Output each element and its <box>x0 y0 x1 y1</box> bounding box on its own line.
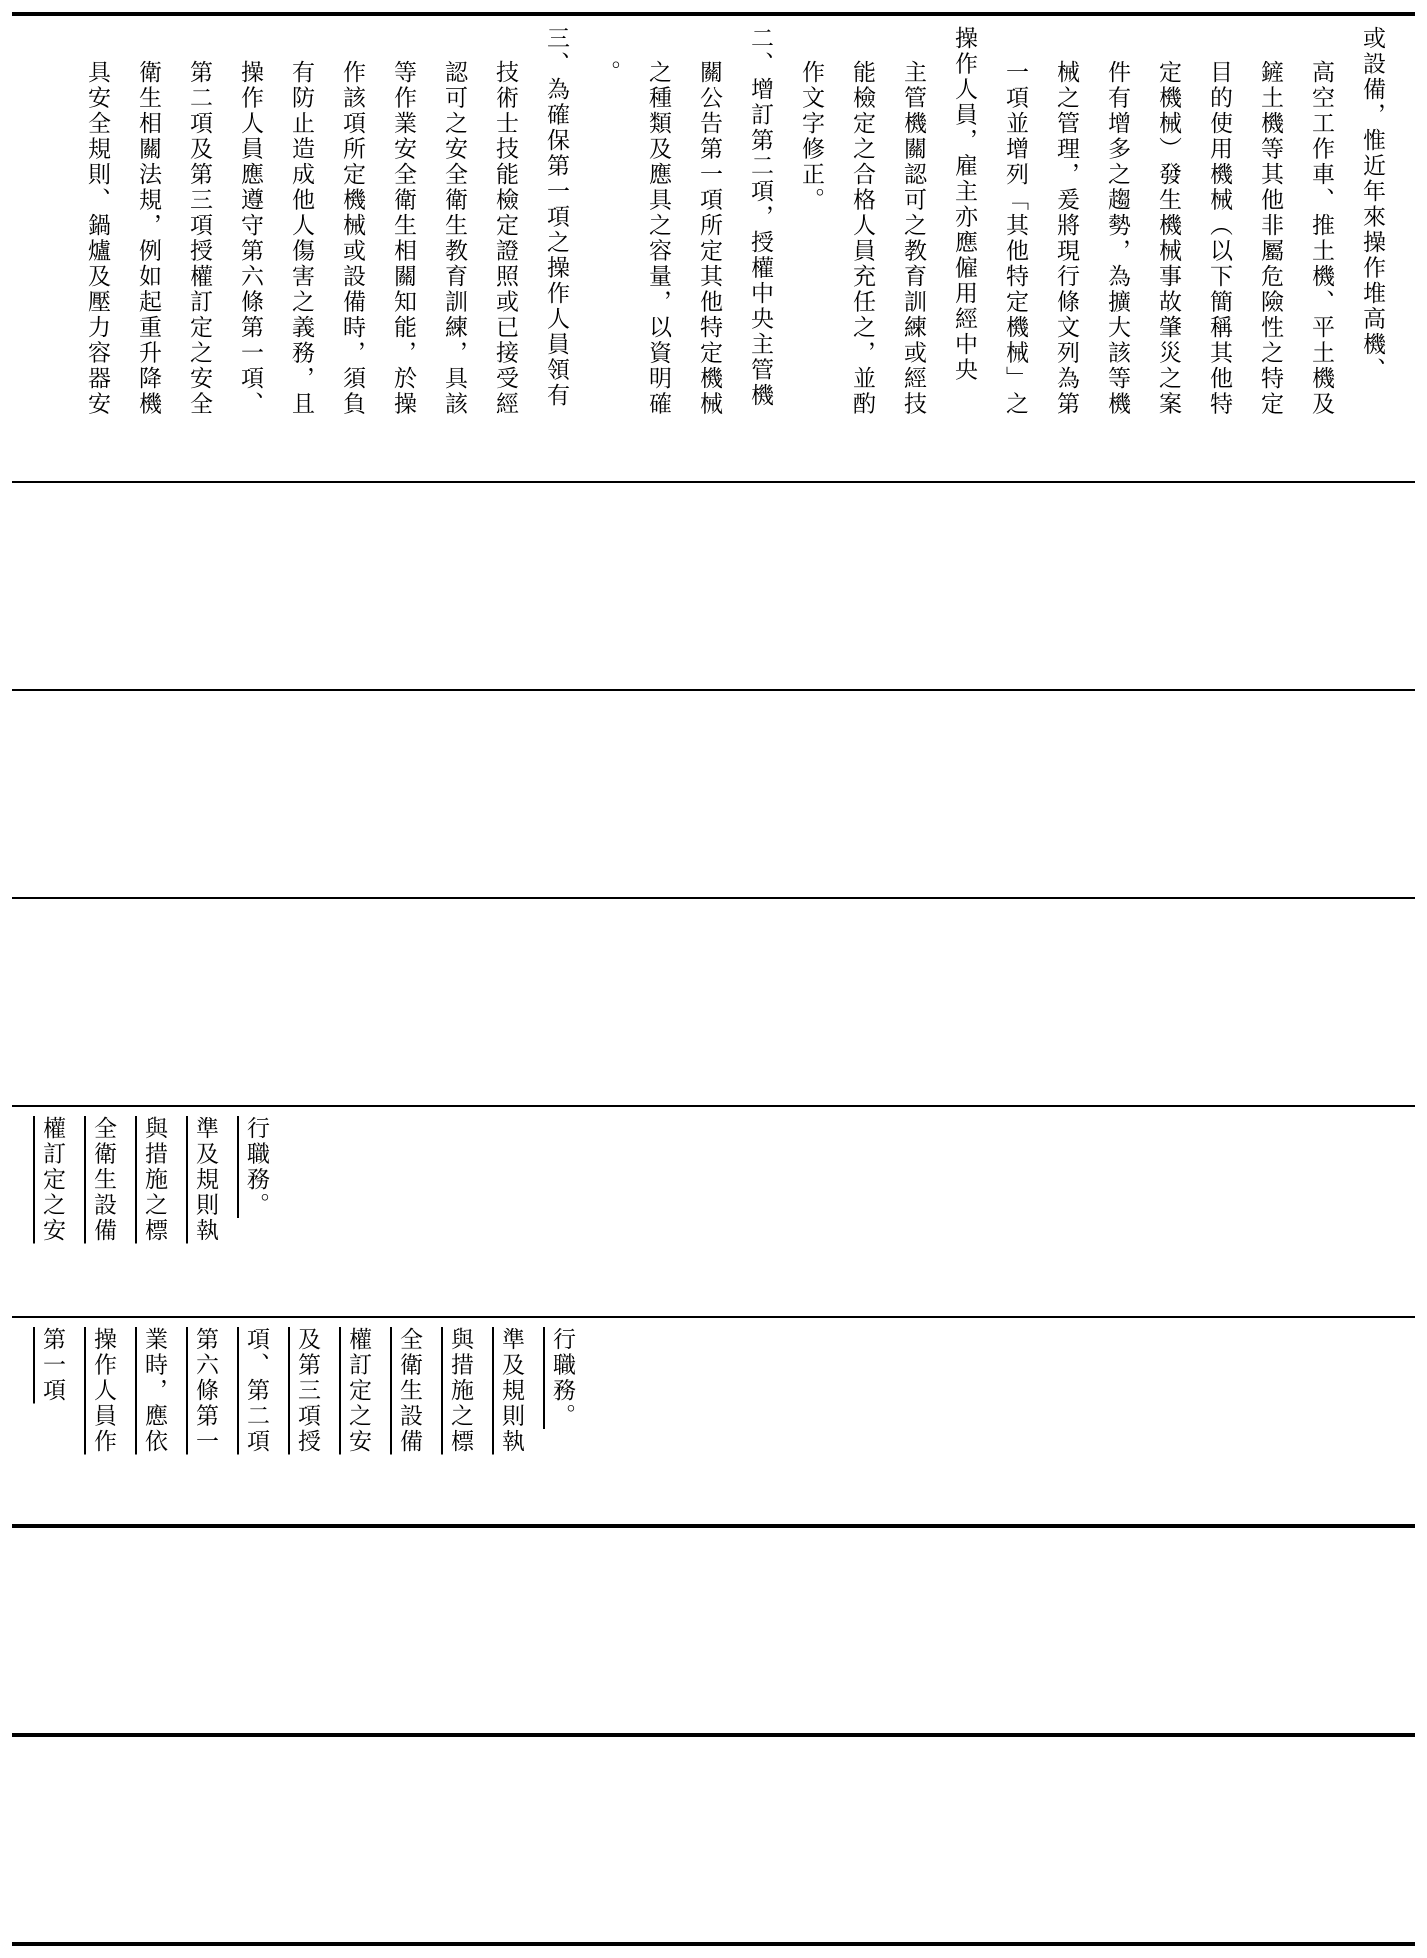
text-line: 作該項所定機械或設備時，須負 <box>339 60 365 417</box>
bottom-rule <box>12 1942 1415 1946</box>
text-line: 全衛生設備 <box>396 1327 422 1455</box>
text-line: 三、為確保第一項之操作人員領有 <box>543 26 569 409</box>
explanation-section <box>12 18 1415 475</box>
text-line: 行職務。 <box>549 1327 575 1429</box>
empty-section <box>12 692 1415 897</box>
text-line: 具安全規則、鍋爐及壓力容器安 <box>84 60 110 417</box>
text-line: 件有增多之趨勢，為擴大該等機 <box>1104 60 1130 417</box>
text-line: 關公告第一項所定其他特定機械 <box>696 60 722 417</box>
row-divider <box>12 1105 1415 1107</box>
text-line: 行職務。 <box>243 1116 269 1218</box>
row-divider <box>12 689 1415 691</box>
text-line: 定機械）發生機械事故肇災之案 <box>1155 60 1181 417</box>
text-line: 項、第二項 <box>243 1327 269 1455</box>
empty-section <box>12 1528 1415 1733</box>
text-line: 有防止造成他人傷害之義務，且 <box>288 60 314 417</box>
text-line: 業時，應依 <box>141 1327 167 1455</box>
amended-article-text <box>26 1319 587 1527</box>
text-line: 全衛生設備 <box>90 1116 116 1244</box>
text-line: 與措施之標 <box>447 1327 473 1455</box>
current-article-section <box>12 1108 1415 1315</box>
current-article-text <box>26 1108 281 1315</box>
text-line: 權訂定之安 <box>39 1116 65 1244</box>
amended-article-section <box>12 1319 1415 1527</box>
text-line: 作文字修正。 <box>798 60 824 213</box>
text-line: 高空工作車、推土機、平土機及 <box>1308 60 1334 417</box>
text-line: 主管機關認可之教育訓練或經技 <box>900 60 926 417</box>
text-line: 操作人員應遵守第六條第一項、 <box>237 60 263 417</box>
text-line: 第一項 <box>39 1327 65 1404</box>
text-line: 準及規則執 <box>498 1327 524 1455</box>
empty-section <box>12 1737 1415 1942</box>
explanation-text <box>71 18 1397 475</box>
text-line: 準及規則執 <box>192 1116 218 1244</box>
text-line: 及第三項授 <box>294 1327 320 1455</box>
text-line: 操作人員，雇主亦應僱用經中央 <box>951 26 977 383</box>
text-line: 技術士技能檢定證照或已接受經 <box>492 60 518 417</box>
text-line: 衛生相關法規，例如起重升降機 <box>135 60 161 417</box>
text-line: 與措施之標 <box>141 1116 167 1244</box>
text-line: 等作業安全衛生相關知能，於操 <box>390 60 416 417</box>
empty-section <box>12 900 1415 1105</box>
top-rule <box>12 12 1415 16</box>
text-line: 第二項及第三項授權訂定之安全 <box>186 60 212 417</box>
text-line: 權訂定之安 <box>345 1327 371 1455</box>
text-line: 能檢定之合格人員充任之，並酌 <box>849 60 875 417</box>
text-line: 械之管理，爰將現行條文列為第 <box>1053 60 1079 417</box>
text-line: 。 <box>594 60 620 86</box>
text-line: 認可之安全衛生教育訓練，具該 <box>441 60 467 417</box>
row-divider <box>12 897 1415 899</box>
text-line: 目的使用機械（以下簡稱其他特 <box>1206 60 1232 417</box>
text-line: 二、增訂第二項，授權中央主管機 <box>747 26 773 409</box>
text-line: 第六條第一 <box>192 1327 218 1455</box>
text-line: 一項並增列「其他特定機械」之 <box>1002 60 1028 417</box>
row-divider <box>12 1316 1415 1318</box>
row-divider <box>12 481 1415 483</box>
text-line: 操作人員作 <box>90 1327 116 1455</box>
empty-section <box>12 484 1415 689</box>
text-line: 鏟土機等其他非屬危險性之特定 <box>1257 60 1283 417</box>
text-line: 之種類及應具之容量，以資明確 <box>645 60 671 417</box>
text-line: 或設備，惟近年來操作堆高機、 <box>1359 26 1385 383</box>
